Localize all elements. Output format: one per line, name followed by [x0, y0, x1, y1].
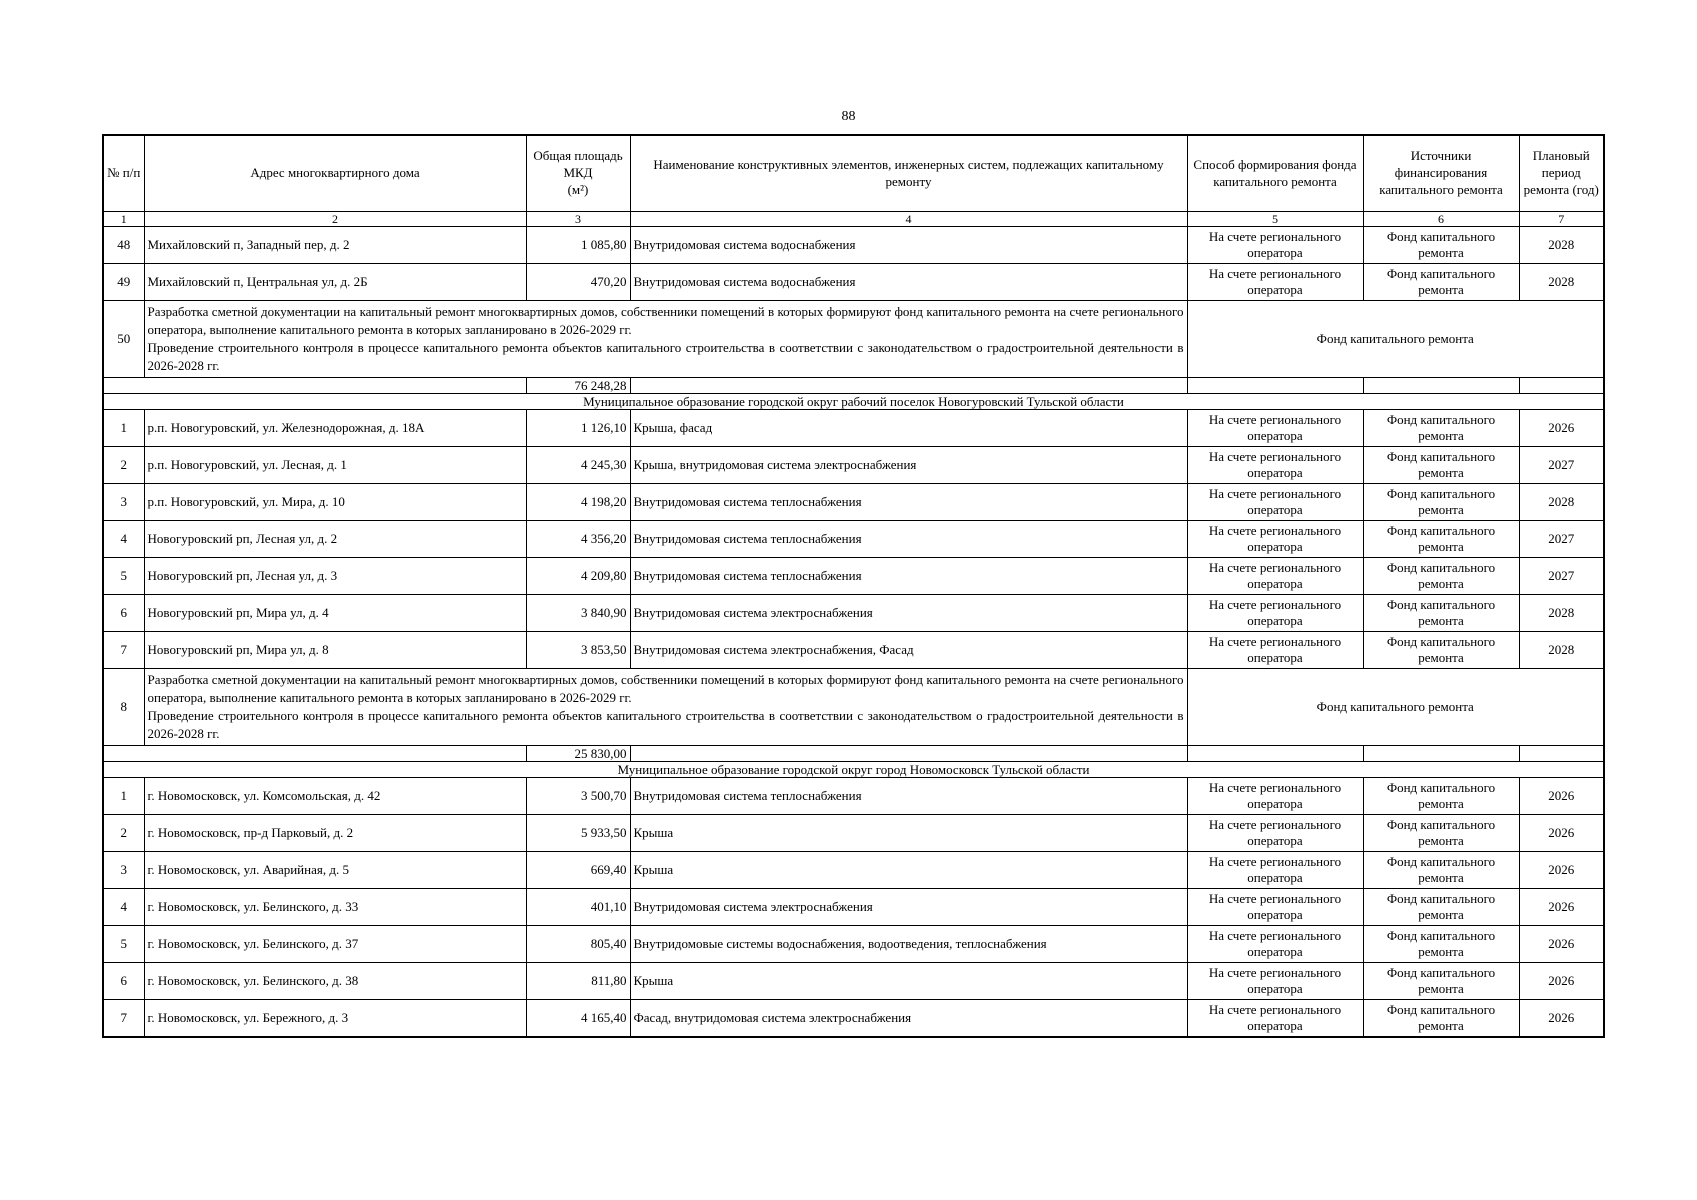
row-elements: Фасад, внутридомовая система электроснабжения — [630, 1000, 1187, 1038]
row-source: Фонд капитального ремонта — [1363, 778, 1519, 815]
row-address: Новогуровский рп, Мира ул, д. 8 — [144, 632, 526, 669]
row-source: Фонд капитального ремонта — [1363, 264, 1519, 301]
row-year: 2028 — [1519, 632, 1604, 669]
table-row — [103, 558, 1604, 595]
row-source: Фонд капитального ремонта — [1363, 963, 1519, 1000]
row-number: 50 — [103, 301, 144, 378]
header-address: Адрес многоквартирного дома — [144, 135, 526, 212]
header-method: Способ формирования фонда капитального ремонта — [1187, 135, 1363, 212]
row-number: 48 — [103, 227, 144, 264]
row-number: 6 — [103, 963, 144, 1000]
row-source: Фонд капитального ремонта — [1363, 852, 1519, 889]
table-row — [103, 852, 1604, 889]
row-area: 811,80 — [526, 963, 630, 1000]
row-year: 2026 — [1519, 815, 1604, 852]
total-area: 25 830,00 — [526, 746, 630, 762]
column-number-row — [103, 212, 1604, 227]
table-row — [103, 889, 1604, 926]
table-row — [103, 632, 1604, 669]
row-source: Фонд капитального ремонта — [1363, 227, 1519, 264]
total-label-cell — [103, 746, 526, 762]
row-method: На счете регионального оператора — [1187, 595, 1363, 632]
total-empty-cell — [630, 378, 1187, 394]
total-empty-cell — [1187, 378, 1363, 394]
row-year: 2026 — [1519, 889, 1604, 926]
row-address: г. Новомосковск, пр-д Парковый, д. 2 — [144, 815, 526, 852]
estimate-note-source: Фонд капитального ремонта — [1187, 301, 1604, 378]
row-elements: Внутридомовая система водоснабжения — [630, 264, 1187, 301]
row-area: 805,40 — [526, 926, 630, 963]
column-number: 3 — [526, 212, 630, 227]
total-empty-cell — [1363, 378, 1519, 394]
row-address: Новогуровский рп, Мира ул, д. 4 — [144, 595, 526, 632]
column-number: 1 — [103, 212, 144, 227]
estimate-note-source: Фонд капитального ремонта — [1187, 669, 1604, 746]
row-year: 2027 — [1519, 558, 1604, 595]
municipality-title: Муниципальное образование городской округ рабочий поселок Новогуровский Тульской области — [103, 394, 1604, 410]
total-empty-cell — [1519, 378, 1604, 394]
row-year: 2027 — [1519, 447, 1604, 484]
row-area: 401,10 — [526, 889, 630, 926]
row-address: г. Новомосковск, ул. Белинского, д. 38 — [144, 963, 526, 1000]
row-year: 2026 — [1519, 852, 1604, 889]
row-source: Фонд капитального ремонта — [1363, 595, 1519, 632]
row-address: г. Новомосковск, ул. Аварийная, д. 5 — [144, 852, 526, 889]
table-row — [103, 484, 1604, 521]
row-address: г. Новомосковск, ул. Белинского, д. 33 — [144, 889, 526, 926]
row-method: На счете регионального оператора — [1187, 264, 1363, 301]
row-year: 2026 — [1519, 410, 1604, 447]
total-row — [103, 378, 1604, 394]
row-method: На счете регионального оператора — [1187, 558, 1363, 595]
total-empty-cell — [1187, 746, 1363, 762]
municipality-title: Муниципальное образование городской округ город Новомосковск Тульской области — [103, 762, 1604, 778]
column-number: 7 — [1519, 212, 1604, 227]
row-elements: Крыша, внутридомовая система электроснабжения — [630, 447, 1187, 484]
row-address: г. Новомосковск, ул. Бережного, д. 3 — [144, 1000, 526, 1038]
total-empty-cell — [1363, 746, 1519, 762]
row-elements: Внутридомовая система электроснабжения, Фасад — [630, 632, 1187, 669]
header-elements: Наименование конструктивных элементов, инженерных систем, подлежащих капитальному ремонту — [630, 135, 1187, 212]
row-method: На счете регионального оператора — [1187, 632, 1363, 669]
estimate-note-row — [103, 301, 1604, 378]
row-number: 3 — [103, 852, 144, 889]
row-area: 669,40 — [526, 852, 630, 889]
row-elements: Внутридомовые системы водоснабжения, водоотведения, теплоснабжения — [630, 926, 1187, 963]
row-number: 1 — [103, 778, 144, 815]
estimate-note-text — [144, 669, 1187, 746]
row-year: 2026 — [1519, 1000, 1604, 1038]
row-year: 2026 — [1519, 778, 1604, 815]
row-year: 2028 — [1519, 264, 1604, 301]
total-empty-cell — [630, 746, 1187, 762]
header-source: Источники финансирования капитального ремонта — [1363, 135, 1519, 212]
column-number: 4 — [630, 212, 1187, 227]
row-elements: Внутридомовая система теплоснабжения — [630, 484, 1187, 521]
row-number: 5 — [103, 558, 144, 595]
row-number: 4 — [103, 889, 144, 926]
row-elements: Внутридомовая система электроснабжения — [630, 889, 1187, 926]
row-number: 3 — [103, 484, 144, 521]
row-area: 1 085,80 — [526, 227, 630, 264]
row-source: Фонд капитального ремонта — [1363, 558, 1519, 595]
row-number: 8 — [103, 669, 144, 746]
row-elements: Внутридомовая система электроснабжения — [630, 595, 1187, 632]
total-row — [103, 746, 1604, 762]
table-row — [103, 778, 1604, 815]
row-year: 2028 — [1519, 595, 1604, 632]
row-area: 4 209,80 — [526, 558, 630, 595]
row-number: 4 — [103, 521, 144, 558]
row-year: 2026 — [1519, 926, 1604, 963]
total-area: 76 248,28 — [526, 378, 630, 394]
table-body — [103, 135, 1604, 1037]
row-method: На счете регионального оператора — [1187, 521, 1363, 558]
row-source: Фонд капитального ремонта — [1363, 632, 1519, 669]
table-row — [103, 521, 1604, 558]
capital-repair-table — [102, 134, 1605, 1038]
row-method: На счете регионального оператора — [1187, 410, 1363, 447]
row-source: Фонд капитального ремонта — [1363, 1000, 1519, 1038]
row-number: 49 — [103, 264, 144, 301]
row-method: На счете регионального оператора — [1187, 926, 1363, 963]
row-area: 470,20 — [526, 264, 630, 301]
header-area-label: Общая площадь МКД — [533, 148, 623, 181]
row-elements: Крыша — [630, 815, 1187, 852]
row-year: 2026 — [1519, 963, 1604, 1000]
row-number: 7 — [103, 1000, 144, 1038]
table-row — [103, 926, 1604, 963]
row-address: г. Новомосковск, ул. Комсомольская, д. 42 — [144, 778, 526, 815]
row-area: 4 245,30 — [526, 447, 630, 484]
total-label-cell — [103, 378, 526, 394]
row-area: 3 853,50 — [526, 632, 630, 669]
row-address: Михайловский п, Центральная ул, д. 2Б — [144, 264, 526, 301]
row-year: 2028 — [1519, 227, 1604, 264]
row-year: 2027 — [1519, 521, 1604, 558]
row-number: 6 — [103, 595, 144, 632]
table-row — [103, 963, 1604, 1000]
table-row — [103, 447, 1604, 484]
row-address: г. Новомосковск, ул. Белинского, д. 37 — [144, 926, 526, 963]
row-address: Михайловский п, Западный пер, д. 2 — [144, 227, 526, 264]
row-method: На счете регионального оператора — [1187, 852, 1363, 889]
row-number: 1 — [103, 410, 144, 447]
estimate-note-row — [103, 669, 1604, 746]
row-elements: Крыша, фасад — [630, 410, 1187, 447]
header-period: Плановый период ремонта (год) — [1519, 135, 1604, 212]
row-source: Фонд капитального ремонта — [1363, 889, 1519, 926]
row-source: Фонд капитального ремонта — [1363, 521, 1519, 558]
row-method: На счете регионального оператора — [1187, 447, 1363, 484]
row-elements: Внутридомовая система водоснабжения — [630, 227, 1187, 264]
table-row — [103, 410, 1604, 447]
row-area: 1 126,10 — [526, 410, 630, 447]
row-method: На счете регионального оператора — [1187, 963, 1363, 1000]
row-method: На счете регионального оператора — [1187, 889, 1363, 926]
row-source: Фонд капитального ремонта — [1363, 926, 1519, 963]
table-row — [103, 1000, 1604, 1038]
table-row — [103, 815, 1604, 852]
row-elements: Крыша — [630, 852, 1187, 889]
municipality-section-row — [103, 394, 1604, 410]
estimate-note-line: Разработка сметной документации на капитальный ремонт многоквартирных домов, собственники помещений в которых формируют фонд капитального ремонта на счете регионального оператора, выполнение капитального ремонта в которых запланировано в 2026-2029 гг. — [147, 303, 1184, 337]
table-row — [103, 264, 1604, 301]
row-area: 4 356,20 — [526, 521, 630, 558]
row-area: 4 198,20 — [526, 484, 630, 521]
row-area: 3 840,90 — [526, 595, 630, 632]
row-elements: Внутридомовая система теплоснабжения — [630, 558, 1187, 595]
row-elements: Внутридомовая система теплоснабжения — [630, 521, 1187, 558]
total-empty-cell — [1519, 746, 1604, 762]
control-note-line: Проведение строительного контроля в процессе капитального ремонта объектов капитального строительства в соответствии с законодательством о градостроительной деятельности в 2026-2028 гг. — [147, 340, 1184, 374]
row-source: Фонд капитального ремонта — [1363, 447, 1519, 484]
page-number: 88 — [841, 109, 856, 124]
row-area: 5 933,50 — [526, 815, 630, 852]
row-elements: Крыша — [630, 963, 1187, 1000]
column-number: 6 — [1363, 212, 1519, 227]
row-method: На счете регионального оператора — [1187, 484, 1363, 521]
row-address: Новогуровский рп, Лесная ул, д. 3 — [144, 558, 526, 595]
row-area: 4 165,40 — [526, 1000, 630, 1038]
row-address: р.п. Новогуровский, ул. Лесная, д. 1 — [144, 447, 526, 484]
estimate-note-text — [144, 301, 1187, 378]
header-area-unit: (м²) — [567, 181, 589, 197]
row-method: На счете регионального оператора — [1187, 815, 1363, 852]
row-source: Фонд капитального ремонта — [1363, 815, 1519, 852]
row-address: Новогуровский рп, Лесная ул, д. 2 — [144, 521, 526, 558]
row-number: 5 — [103, 926, 144, 963]
row-method: На счете регионального оператора — [1187, 778, 1363, 815]
row-number: 7 — [103, 632, 144, 669]
municipality-section-row — [103, 762, 1604, 778]
table-row — [103, 227, 1604, 264]
row-number: 2 — [103, 815, 144, 852]
row-year: 2028 — [1519, 484, 1604, 521]
estimate-note-line: Разработка сметной документации на капитальный ремонт многоквартирных домов, собственники помещений в которых формируют фонд капитального ремонта на счете регионального оператора, выполнение капитального ремонта в которых запланировано в 2026-2029 гг. — [147, 671, 1184, 705]
table-row — [103, 595, 1604, 632]
row-source: Фонд капитального ремонта — [1363, 484, 1519, 521]
header-number: № п/п — [103, 135, 144, 212]
row-source: Фонд капитального ремонта — [1363, 410, 1519, 447]
row-method: На счете регионального оператора — [1187, 1000, 1363, 1038]
row-number: 2 — [103, 447, 144, 484]
column-number: 5 — [1187, 212, 1363, 227]
header-area — [526, 135, 630, 212]
row-area: 3 500,70 — [526, 778, 630, 815]
row-address: р.п. Новогуровский, ул. Мира, д. 10 — [144, 484, 526, 521]
column-number: 2 — [144, 212, 526, 227]
row-method: На счете регионального оператора — [1187, 227, 1363, 264]
row-address: р.п. Новогуровский, ул. Железнодорожная, д. 18А — [144, 410, 526, 447]
control-note-line: Проведение строительного контроля в процессе капитального ремонта объектов капитального строительства в соответствии с законодательством о градостроительной деятельности в 2026-2028 гг. — [147, 708, 1184, 742]
header-row — [103, 135, 1604, 212]
row-elements: Внутридомовая система теплоснабжения — [630, 778, 1187, 815]
